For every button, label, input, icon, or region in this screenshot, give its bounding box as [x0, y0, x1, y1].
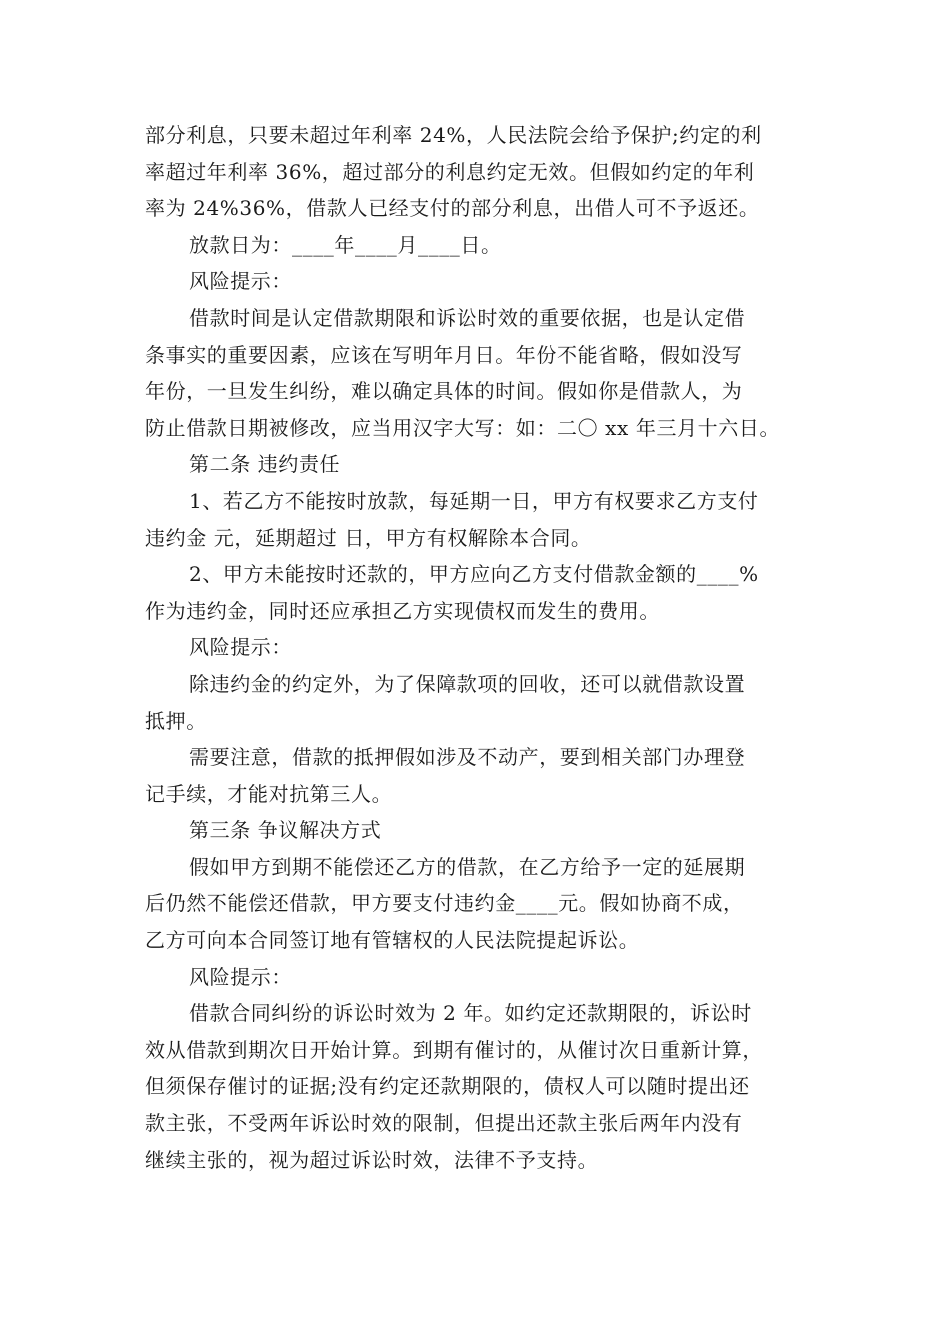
text-line: 率超过年利率 36%，超过部分的利息约定无效。但假如约定的年利 — [145, 159, 755, 184]
text-line: 款主张，不受两年诉讼时效的限制，但提出还款主张后两年内没有 — [145, 1111, 743, 1136]
text-line: 年份，一旦发生纠纷，难以确定具体的时间。假如你是借款人，为 — [145, 379, 743, 404]
text-line: 抵押。 — [145, 708, 207, 733]
text-line: 乙方可向本合同签订地有管辖权的人民法院提起诉讼。 — [145, 928, 640, 953]
text-line: 借款时间是认定借款期限和诉讼时效的重要依据，也是认定借 — [189, 305, 746, 330]
text-line: 1、若乙方不能按时放款，每延期一日，甲方有权要求乙方支付 — [189, 488, 759, 513]
text-line: 除违约金的约定外，为了保障款项的回收，还可以就借款设置 — [189, 671, 746, 696]
text-line: 第三条 争议解决方式 — [189, 818, 382, 843]
document-page — [145, 117, 815, 1178]
text-line: 效从借款到期次日开始计算。到期有催讨的，从催讨次日重新计算， — [145, 1037, 763, 1062]
text-line: 作为违约金，同时还应承担乙方实现债权而发生的费用。 — [145, 598, 660, 623]
text-line: 防止借款日期被修改，应当用汉字大写：如：二〇 xx 年三月十六日。 — [145, 415, 781, 440]
text-line: 条事实的重要因素，应该在写明年月日。年份不能省略，假如没写 — [145, 342, 743, 367]
text-line: 放款日为：____年____月____日。 — [189, 232, 502, 257]
text-line: 第二条 违约责任 — [189, 452, 341, 477]
text-line: 率为 24%36%，借款人已经支付的部分利息，出借人可不予返还。 — [145, 196, 760, 221]
text-line: 风险提示： — [189, 269, 292, 294]
text-line: 风险提示： — [189, 635, 292, 660]
text-line: 风险提示： — [189, 964, 292, 989]
text-line: 假如甲方到期不能偿还乙方的借款，在乙方给予一定的延展期 — [189, 854, 746, 879]
text-line: 记手续，才能对抗第三人。 — [145, 781, 393, 806]
text-line: 但须保存催讨的证据;没有约定还款期限的，债权人可以随时提出还 — [145, 1074, 750, 1099]
text-line: 继续主张的，视为超过诉讼时效，法律不予支持。 — [145, 1147, 599, 1172]
text-line: 部分利息，只要未超过年利率 24%，人民法院会给予保护;约定的利 — [145, 123, 762, 147]
text-line: 借款合同纠纷的诉讼时效为 2 年。如约定还款期限的，诉讼时 — [189, 1001, 752, 1026]
text-line: 后仍然不能偿还借款，甲方要支付违约金____元。假如协商不成， — [145, 891, 744, 916]
text-line: 违约金 元，延期超过 日，甲方有权解除本合同。 — [145, 525, 592, 550]
text-line: 需要注意，借款的抵押假如涉及不动产，要到相关部门办理登 — [189, 745, 746, 770]
text-line: 2、甲方未能按时还款的，甲方应向乙方支付借款金额的____% — [189, 562, 759, 587]
